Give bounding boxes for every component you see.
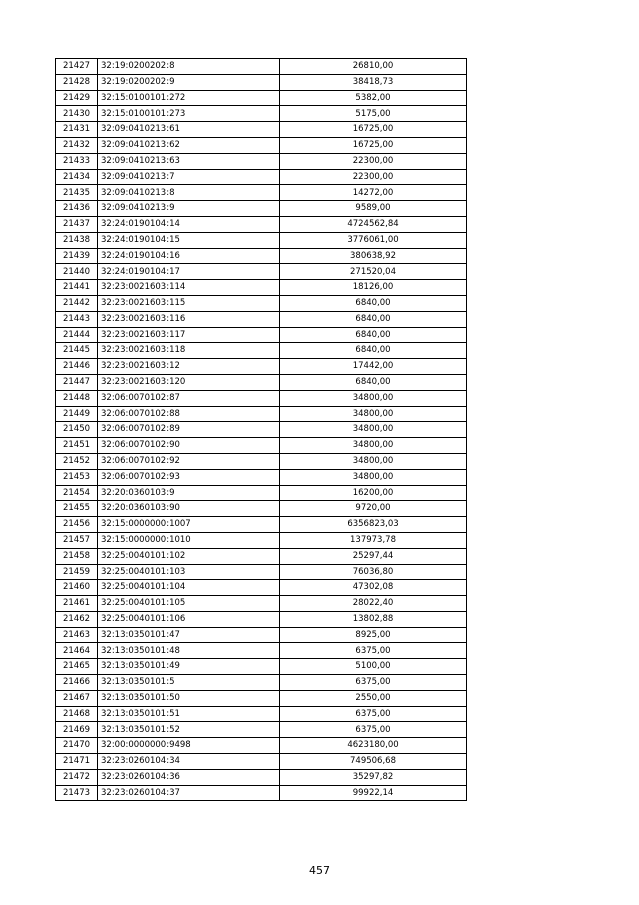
value-cell: 76036,80: [280, 564, 467, 580]
table-row: [56, 564, 467, 580]
cadastral-number-cell: 32:23:0021603:115: [98, 295, 280, 311]
table-row: [56, 517, 467, 533]
row-number-cell: 21472: [56, 769, 98, 785]
table-row: [56, 501, 467, 517]
row-number-cell: 21428: [56, 74, 98, 90]
value-cell: 16725,00: [280, 137, 467, 153]
cadastral-number-cell: 32:23:0021603:114: [98, 280, 280, 296]
value-cell: 14272,00: [280, 185, 467, 201]
table-row: [56, 248, 467, 264]
row-number-cell: 21433: [56, 153, 98, 169]
table-row: [56, 169, 467, 185]
value-cell: 16200,00: [280, 485, 467, 501]
cadastral-number-cell: 32:06:0070102:90: [98, 438, 280, 454]
row-number-cell: 21442: [56, 295, 98, 311]
value-cell: 22300,00: [280, 153, 467, 169]
cadastral-number-cell: 32:23:0021603:120: [98, 374, 280, 390]
cadastral-number-cell: 32:23:0021603:116: [98, 311, 280, 327]
value-cell: 34800,00: [280, 469, 467, 485]
value-cell: 28022,40: [280, 596, 467, 612]
cadastral-number-cell: 32:15:0000000:1010: [98, 532, 280, 548]
row-number-cell: 21453: [56, 469, 98, 485]
table-row: [56, 74, 467, 90]
value-cell: 34800,00: [280, 422, 467, 438]
row-number-cell: 21452: [56, 453, 98, 469]
table-row: [56, 327, 467, 343]
value-cell: 38418,73: [280, 74, 467, 90]
value-cell: 6840,00: [280, 327, 467, 343]
row-number-cell: 21443: [56, 311, 98, 327]
row-number-cell: 21473: [56, 785, 98, 801]
table-row: [56, 295, 467, 311]
row-number-cell: 21427: [56, 59, 98, 75]
row-number-cell: 21462: [56, 611, 98, 627]
value-cell: 6375,00: [280, 722, 467, 738]
cadastral-number-cell: 32:09:0410213:63: [98, 153, 280, 169]
cadastral-number-cell: 32:13:0350101:49: [98, 659, 280, 675]
table-row: [56, 390, 467, 406]
row-number-cell: 21446: [56, 359, 98, 375]
value-cell: 6375,00: [280, 675, 467, 691]
table-row: [56, 59, 467, 75]
value-cell: 6356823,03: [280, 517, 467, 533]
cadastral-number-cell: 32:09:0410213:62: [98, 137, 280, 153]
table-row: [56, 469, 467, 485]
cadastral-number-cell: 32:23:0021603:12: [98, 359, 280, 375]
value-cell: 47302,08: [280, 580, 467, 596]
row-number-cell: 21460: [56, 580, 98, 596]
cadastral-number-cell: 32:24:0190104:14: [98, 216, 280, 232]
table-row: [56, 137, 467, 153]
value-cell: 22300,00: [280, 169, 467, 185]
value-cell: 13802,88: [280, 611, 467, 627]
value-cell: 25297,44: [280, 548, 467, 564]
row-number-cell: 21470: [56, 738, 98, 754]
cadastral-number-cell: 32:06:0070102:93: [98, 469, 280, 485]
cadastral-number-cell: 32:25:0040101:105: [98, 596, 280, 612]
page-number: 457: [309, 864, 330, 877]
value-cell: 6840,00: [280, 295, 467, 311]
value-cell: 6840,00: [280, 343, 467, 359]
row-number-cell: 21471: [56, 754, 98, 770]
value-cell: 26810,00: [280, 59, 467, 75]
table-row: [56, 201, 467, 217]
value-cell: 34800,00: [280, 438, 467, 454]
cadastral-number-cell: 32:24:0190104:16: [98, 248, 280, 264]
row-number-cell: 21450: [56, 422, 98, 438]
row-number-cell: 21467: [56, 690, 98, 706]
cadastral-number-cell: 32:13:0350101:51: [98, 706, 280, 722]
table-row: [56, 769, 467, 785]
cadastral-number-cell: 32:15:0100101:272: [98, 90, 280, 106]
row-number-cell: 21451: [56, 438, 98, 454]
table-row: [56, 611, 467, 627]
table-row: [56, 374, 467, 390]
row-number-cell: 21468: [56, 706, 98, 722]
cadastral-number-cell: 32:06:0070102:89: [98, 422, 280, 438]
cadastral-number-cell: 32:23:0260104:37: [98, 785, 280, 801]
cadastral-number-cell: 32:13:0350101:50: [98, 690, 280, 706]
table-row: [56, 216, 467, 232]
value-cell: 380638,92: [280, 248, 467, 264]
value-cell: 4623180,00: [280, 738, 467, 754]
value-cell: 2550,00: [280, 690, 467, 706]
value-cell: 17442,00: [280, 359, 467, 375]
row-number-cell: 21457: [56, 532, 98, 548]
row-number-cell: 21463: [56, 627, 98, 643]
table-row: [56, 280, 467, 296]
row-number-cell: 21461: [56, 596, 98, 612]
cadastral-number-cell: 32:06:0070102:92: [98, 453, 280, 469]
row-number-cell: 21456: [56, 517, 98, 533]
value-cell: 271520,04: [280, 264, 467, 280]
row-number-cell: 21447: [56, 374, 98, 390]
row-number-cell: 21454: [56, 485, 98, 501]
value-cell: 9720,00: [280, 501, 467, 517]
value-cell: 8925,00: [280, 627, 467, 643]
row-number-cell: 21440: [56, 264, 98, 280]
row-number-cell: 21435: [56, 185, 98, 201]
table-row: [56, 438, 467, 454]
table-row: [56, 485, 467, 501]
table-row: [56, 185, 467, 201]
cadastral-number-cell: 32:15:0100101:273: [98, 106, 280, 122]
table-row: [56, 738, 467, 754]
cadastral-number-cell: 32:09:0410213:7: [98, 169, 280, 185]
cadastral-number-cell: 32:23:0021603:118: [98, 343, 280, 359]
value-cell: 749506,68: [280, 754, 467, 770]
table-row: [56, 106, 467, 122]
cadastral-value-table: [55, 58, 467, 801]
table-row: [56, 264, 467, 280]
table-row: [56, 627, 467, 643]
value-cell: 18126,00: [280, 280, 467, 296]
table-row: [56, 675, 467, 691]
table-row: [56, 153, 467, 169]
row-number-cell: 21429: [56, 90, 98, 106]
cadastral-number-cell: 32:24:0190104:17: [98, 264, 280, 280]
cadastral-number-cell: 32:20:0360103:90: [98, 501, 280, 517]
cadastral-number-cell: 32:24:0190104:15: [98, 232, 280, 248]
cadastral-number-cell: 32:09:0410213:61: [98, 122, 280, 138]
table-row: [56, 548, 467, 564]
cadastral-number-cell: 32:23:0260104:34: [98, 754, 280, 770]
cadastral-number-cell: 32:23:0021603:117: [98, 327, 280, 343]
value-cell: 6375,00: [280, 706, 467, 722]
row-number-cell: 21430: [56, 106, 98, 122]
cadastral-number-cell: 32:06:0070102:87: [98, 390, 280, 406]
table-row: [56, 422, 467, 438]
row-number-cell: 21464: [56, 643, 98, 659]
cadastral-number-cell: 32:25:0040101:106: [98, 611, 280, 627]
table-row: [56, 406, 467, 422]
table-row: [56, 359, 467, 375]
value-cell: 34800,00: [280, 453, 467, 469]
row-number-cell: 21455: [56, 501, 98, 517]
cadastral-number-cell: 32:19:0200202:9: [98, 74, 280, 90]
row-number-cell: 21445: [56, 343, 98, 359]
cadastral-number-cell: 32:19:0200202:8: [98, 59, 280, 75]
table-row: [56, 754, 467, 770]
table-row: [56, 690, 467, 706]
table-row: [56, 343, 467, 359]
row-number-cell: 21448: [56, 390, 98, 406]
value-cell: 3776061,00: [280, 232, 467, 248]
value-cell: 35297,82: [280, 769, 467, 785]
row-number-cell: 21432: [56, 137, 98, 153]
table-row: [56, 785, 467, 801]
row-number-cell: 21434: [56, 169, 98, 185]
value-cell: 4724562,84: [280, 216, 467, 232]
row-number-cell: 21449: [56, 406, 98, 422]
table-row: [56, 722, 467, 738]
row-number-cell: 21465: [56, 659, 98, 675]
cadastral-number-cell: 32:09:0410213:8: [98, 185, 280, 201]
value-cell: 9589,00: [280, 201, 467, 217]
value-cell: 34800,00: [280, 390, 467, 406]
table-row: [56, 596, 467, 612]
cadastral-number-cell: 32:25:0040101:104: [98, 580, 280, 596]
cadastral-number-cell: 32:06:0070102:88: [98, 406, 280, 422]
row-number-cell: 21437: [56, 216, 98, 232]
value-cell: 137973,78: [280, 532, 467, 548]
table-row: [56, 643, 467, 659]
cadastral-number-cell: 32:09:0410213:9: [98, 201, 280, 217]
row-number-cell: 21431: [56, 122, 98, 138]
cadastral-number-cell: 32:15:0000000:1007: [98, 517, 280, 533]
cadastral-number-cell: 32:00:0000000:9498: [98, 738, 280, 754]
value-cell: 5175,00: [280, 106, 467, 122]
row-number-cell: 21436: [56, 201, 98, 217]
table-row: [56, 659, 467, 675]
table-row: [56, 232, 467, 248]
row-number-cell: 21458: [56, 548, 98, 564]
row-number-cell: 21444: [56, 327, 98, 343]
cadastral-number-cell: 32:13:0350101:5: [98, 675, 280, 691]
table-row: [56, 706, 467, 722]
table-row: [56, 122, 467, 138]
cadastral-number-cell: 32:25:0040101:103: [98, 564, 280, 580]
cadastral-number-cell: 32:13:0350101:48: [98, 643, 280, 659]
value-cell: 16725,00: [280, 122, 467, 138]
value-cell: 6840,00: [280, 374, 467, 390]
value-cell: 5382,00: [280, 90, 467, 106]
table-row: [56, 453, 467, 469]
table-row: [56, 532, 467, 548]
table-row: [56, 311, 467, 327]
cadastral-number-cell: 32:13:0350101:47: [98, 627, 280, 643]
row-number-cell: 21438: [56, 232, 98, 248]
cadastral-number-cell: 32:20:0360103:9: [98, 485, 280, 501]
row-number-cell: 21466: [56, 675, 98, 691]
row-number-cell: 21459: [56, 564, 98, 580]
value-cell: 6840,00: [280, 311, 467, 327]
value-cell: 34800,00: [280, 406, 467, 422]
row-number-cell: 21441: [56, 280, 98, 296]
row-number-cell: 21469: [56, 722, 98, 738]
cadastral-number-cell: 32:23:0260104:36: [98, 769, 280, 785]
value-cell: 6375,00: [280, 643, 467, 659]
table-row: [56, 580, 467, 596]
table-body: [56, 59, 467, 801]
cadastral-number-cell: 32:25:0040101:102: [98, 548, 280, 564]
table-row: [56, 90, 467, 106]
cadastral-number-cell: 32:13:0350101:52: [98, 722, 280, 738]
row-number-cell: 21439: [56, 248, 98, 264]
value-cell: 5100,00: [280, 659, 467, 675]
value-cell: 99922,14: [280, 785, 467, 801]
